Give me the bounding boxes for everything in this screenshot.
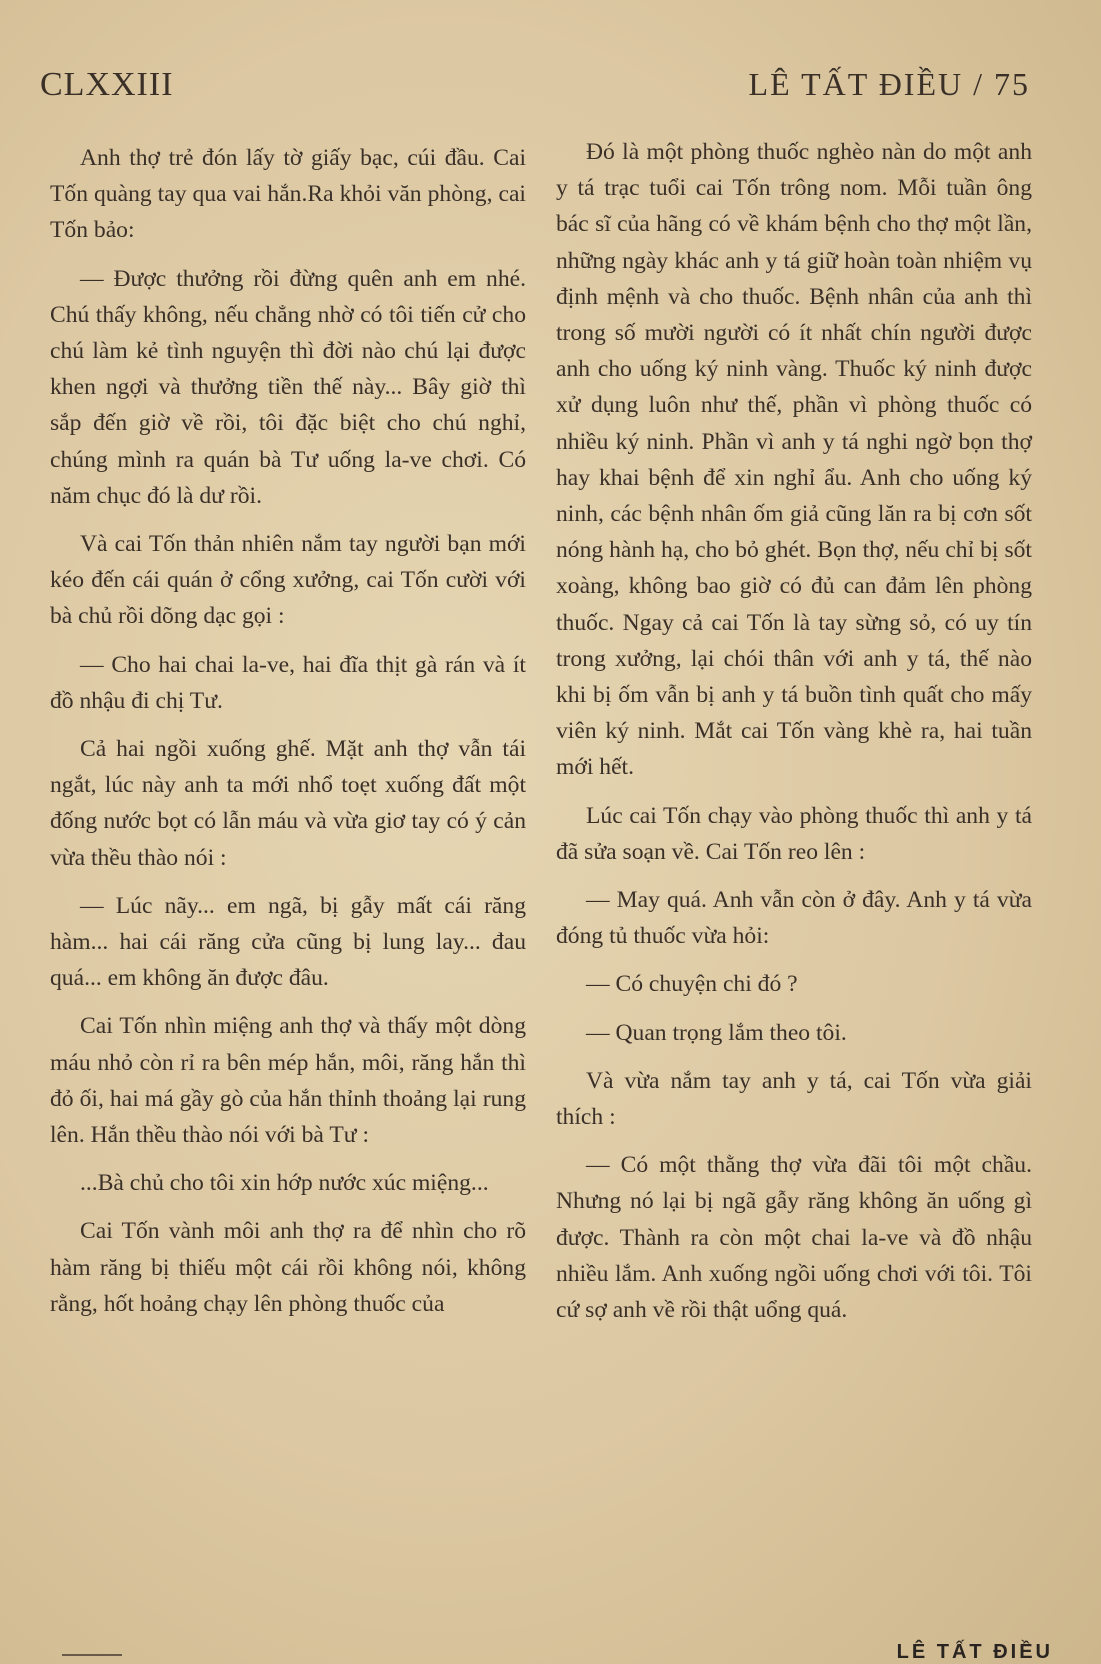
paragraph: Và cai Tốn thản nhiên nắm tay người bạn mới kéo đến cái quán ở cổng xưởng, cai Tốn cười với bà chủ rồi dõng dạc gọi : bbox=[50, 531, 526, 630]
cut-off-line bbox=[62, 1654, 122, 1662]
paragraph: Anh thợ trẻ đón lấy tờ giấy bạc, cúi đầu. Cai Tốn quàng tay qua vai hắn.Ra khỏi văn phòng, cai Tốn bảo: bbox=[50, 145, 526, 244]
paragraph: Và vừa nắm tay anh y tá, cai Tốn vừa giải thích : bbox=[556, 1067, 1032, 1131]
footer-mark: LÊ TẤT ĐIỀU bbox=[896, 1641, 1053, 1663]
paragraph: — Quan trọng lắm theo tôi. bbox=[586, 1019, 847, 1046]
paragraph: Cai Tốn nhìn miệng anh thợ và thấy một dòng máu nhỏ còn rỉ ra bên mép hắn, môi, răng hắn thì đỏ ối, hai má gầy gò của hắn thỉnh thoảng lại rung lên. Hắn thều thào nói với bà Tư : bbox=[50, 1013, 526, 1149]
page-header bbox=[40, 62, 1030, 112]
paragraph: — May quá. Anh vẫn còn ở đây. Anh y tá vừa đóng tủ thuốc vừa hỏi: bbox=[556, 887, 1032, 950]
running-head: LÊ TẤT ĐIỀU / 75 bbox=[748, 66, 1030, 102]
right-column bbox=[556, 134, 1032, 1340]
paragraph: — Được thưởng rồi đừng quên anh em nhé. Chú thấy không, nếu chẳng nhờ có tôi tiến cử cho chú làm kẻ tình nguyện thì đời nào chú lại được khen ngợi và thưởng tiền thế này... Bây giờ thì sắp đến giờ về rồi, tôi đặc biệt cho chú nghỉ, chúng mình ra quán bà Tư uống la-ve chơi. Có năm chục đó là dư rồi. bbox=[50, 265, 526, 509]
page-number-left: CLXXIII bbox=[40, 66, 174, 103]
paragraph: ...Bà chủ cho tôi xin hớp nước xúc miệng... bbox=[80, 1170, 489, 1197]
paragraph: Lúc cai Tốn chạy vào phòng thuốc thì anh y tá đã sửa soạn về. Cai Tốn reo lên : bbox=[556, 802, 1032, 865]
paragraph: — Có một thằng thợ vừa đãi tôi một chầu. Nhưng nó lại bị ngã gẫy răng không ăn uống gì được. Thành ra còn một chai la-ve và đồ nhậu nhiều lắm. Anh xuống ngồi uống chơi với tôi. Tôi cứ sợ anh về rồi thật uổng quá. bbox=[556, 1152, 1032, 1324]
paragraph: — Cho hai chai la-ve, hai đĩa thịt gà rán và ít đồ nhậu đi chị Tư. bbox=[50, 651, 526, 714]
left-column bbox=[50, 140, 526, 1334]
paragraph: — Có chuyện chi đó ? bbox=[586, 971, 798, 998]
paragraph: Đó là một phòng thuốc nghèo nàn do một anh y tá trạc tuổi cai Tốn trông nom. Mỗi tuần ông bác sĩ của hãng có về khám bệnh cho thợ một lần, những ngày khác anh y tá giữ hoàn toàn nhiệm vụ định mệnh và cho thuốc. Bệnh nhân của anh thì trong số mười người có ít nhất chín người được anh cho uống ký ninh vàng. Thuốc ký ninh được xử dụng luôn như thế, phần vì phòng thuốc có nhiều ký ninh. Phần vì anh y tá nghi ngờ bọn thợ hay khai bệnh để xin nghỉ ẩu. Anh cho uống ký ninh, các bệnh nhân ốm giả cũng lăn ra bị cơn sốt nóng hành hạ, cho bỏ ghét. Bọn thợ, nếu chỉ bị sốt xoàng, không bao giờ có đủ can đảm lên phòng thuốc. Ngay cả cai Tốn là tay sừng sỏ, có uy tín trong xưởng, lại chói thân với anh y tá, thế nào khi bị ốm vẫn bị anh y tá buồn tình quất cho mấy viên ký ninh. Mắt cai Tốn vàng khè ra, hai tuần mới hết. bbox=[556, 139, 1032, 781]
paragraph: — Lúc nãy... em ngã, bị gẫy mất cái răng hàm... hai cái răng cửa cũng bị lung lay... đau quá... em không ăn được đâu. bbox=[50, 892, 526, 992]
paragraph: Cả hai ngồi xuống ghế. Mặt anh thợ vẫn tái ngắt, lúc này anh ta mới nhổ toẹt xuống đất một đống nước bọt có lẫn máu và vừa giơ tay có ý cản vừa thều thào nói : bbox=[50, 736, 526, 871]
paragraph: Cai Tốn vành môi anh thợ ra để nhìn cho rõ hàm răng bị thiếu một cái rồi không nói, không rằng, hốt hoảng chạy lên phòng thuốc của bbox=[50, 1218, 526, 1317]
